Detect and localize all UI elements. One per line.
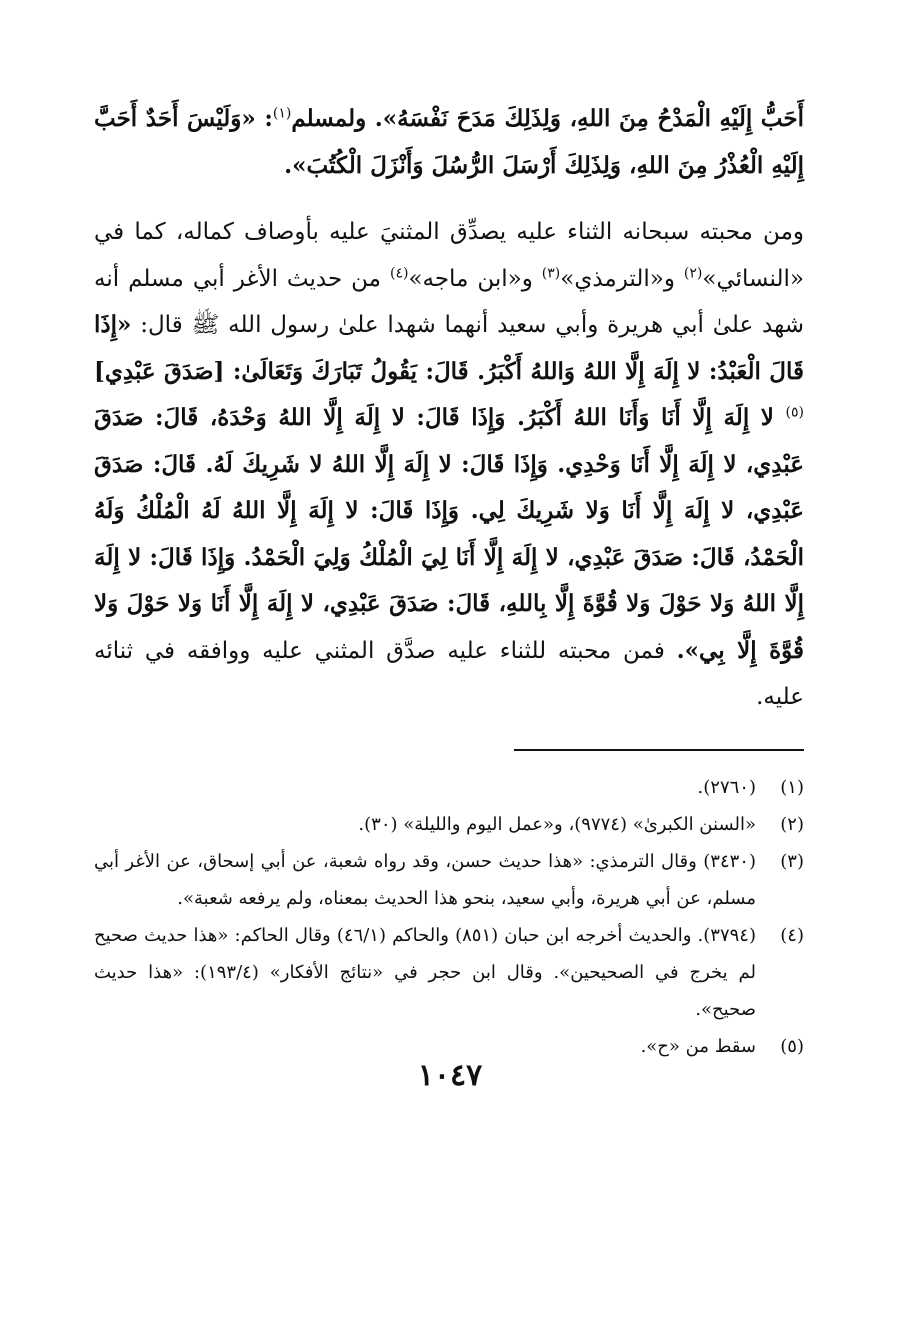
footnote-2 <box>94 806 804 843</box>
footnote-number: (١) <box>780 776 804 798</box>
footnote-number: (٥) <box>780 1035 804 1057</box>
footnote-number: (٤) <box>780 924 804 946</box>
footnote-number: (٣) <box>780 850 804 872</box>
body-text: ومن محبته سبحانه الثناء عليه يصدِّق المثنيَ عليه بأوصاف كماله، كما في «النسائي» <box>94 219 804 292</box>
book-page <box>94 96 804 1319</box>
hadith-quote: «إِذَا قَالَ الْعَبْدُ: لا إِلَهَ إِلَّا اللهُ وَاللهُ أَكْبَرُ. قَالَ: يَقُولُ تَبَارَكَ وَتَعَالَىٰ: [صَدَقَ عَبْدِي] <box>94 311 804 385</box>
hadith-quote: أَحَبُّ إِلَيْهِ الْمَدْحُ مِنَ اللهِ، وَلِذَلِكَ مَدَحَ نَفْسَهُ». ولمسلم <box>291 105 805 132</box>
footnote-4 <box>94 917 804 1028</box>
footnote-text: «السنن الكبرىٰ» (٩٧٧٤)، و«عمل اليوم والليلة» (٣٠). <box>358 813 756 835</box>
footnotes <box>94 769 804 1065</box>
footnote-text: (٣٧٩٤). والحديث أخرجه ابن حبان (٨٥١) والحاكم (٤٦/١) وقال الحاكم: «هذا حديث صحيح لم يخرج في الصحيحين». وقال ابن حجر في «نتائج الأفكار» (١٩٣/٤): «هذا حديث صحيح». <box>94 924 756 1020</box>
footnote-ref-3: (٣) <box>541 264 561 281</box>
footnote-1 <box>94 769 804 806</box>
body-text: و«ابن ماجه» <box>408 265 542 292</box>
body-text: فمن محبته للثناء عليه صدَّق المثني عليه ووافقه في ثنائه عليه. <box>94 637 804 710</box>
footnote-ref-2: (٢) <box>683 264 703 281</box>
footnote-3 <box>94 843 804 917</box>
main-text <box>94 96 804 721</box>
footnote-ref-4: (٤) <box>389 264 409 281</box>
footnote-number: (٢) <box>780 813 804 835</box>
footnote-text: (٣٤٣٠) وقال الترمذي: «هذا حديث حسن، وقد رواه شعبة، عن أبي إسحاق، عن الأغر أبي مسلم، عن أبي هريرة، وأبي سعيد، بنحو هذا الحديث بمعناه، ولم يرفعه شعبة». <box>94 850 756 909</box>
footnote-text: (٢٧٦٠). <box>697 776 756 798</box>
hadith-quote: : «وَلَيْسَ أَحَدٌ أَحَبَّ إِلَيْهِ الْعُذْرُ مِنَ اللهِ، وَلِذَلِكَ أَرْسَلَ الرُّسُلَ وَأَنْزَلَ الْكُتُبَ». <box>94 105 804 179</box>
page-number: ١٠٤٧ <box>417 1058 483 1093</box>
hadith-quote: لا إِلَهَ إِلَّا أَنَا وَأَنَا اللهُ أَكْبَرُ. وَإِذَا قَالَ: لا إِلَهَ إِلَّا اللهُ وَحْدَهُ، قَالَ: صَدَقَ عَبْدِي، لا إِلَهَ إِلَّا أَنَا وَحْدِي. وَإِذَا قَالَ: لا إِلَهَ إِلَّا اللهُ لا شَرِيكَ لَهُ. قَالَ: صَدَقَ عَبْدِي، لا إِلَهَ إِلَّا أَنَا وَلا شَرِيكَ لِي. وَإِذَا قَالَ: لا إِلَهَ إِلَّا اللهُ لَهُ الْمُلْكُ وَلَهُ الْحَمْدُ، قَالَ: صَدَقَ عَبْدِي، لا إِلَهَ إِلَّا أَنَا لِيَ الْمُلْكُ وَلِيَ الْحَمْدُ. وَإِذَا قَالَ: لا إِلَهَ إِلَّا اللهُ وَلا حَوْلَ وَلا قُوَّةَ إِلَّا بِاللهِ، قَالَ: صَدَقَ عَبْدِي، لا إِلَهَ إِلَّا أَنَا وَلا حَوْلَ وَلا قُوَّةَ إِلَّا بِي». <box>94 404 805 664</box>
footnote-text: سقط من «ح». <box>640 1035 756 1057</box>
body-text: من حديث الأغر أبي مسلم أنه شهد علىٰ أبي هريرة وأبي سعيد أنهما شهدا علىٰ رسول الله ﷺ قال: <box>94 265 804 338</box>
paragraph-2 <box>94 209 804 721</box>
body-text: و«الترمذي» <box>560 265 684 292</box>
footnote-ref-1: (١) <box>272 105 292 122</box>
footnote-ref-5: (٥) <box>785 404 804 421</box>
paragraph-1 <box>94 96 804 189</box>
footnote-divider <box>514 749 804 751</box>
